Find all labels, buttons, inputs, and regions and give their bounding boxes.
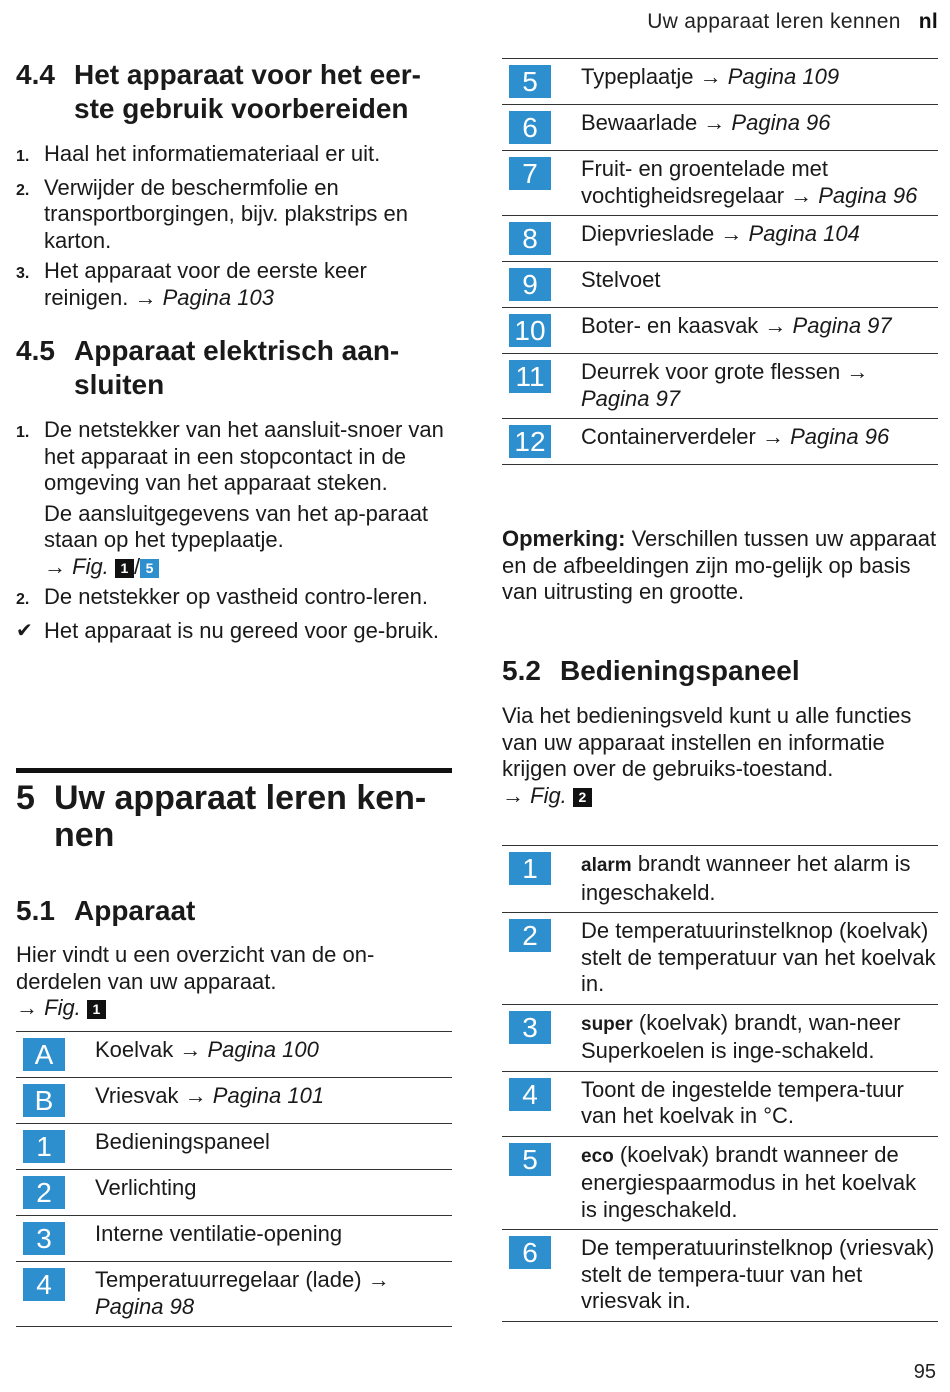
control-panel-legend [502, 845, 938, 1322]
fig-badge: 2 [573, 788, 592, 807]
legend-key: 6 [509, 1236, 551, 1269]
heading-number: 5.1 [16, 895, 55, 926]
heading-4-4 [16, 58, 452, 126]
page-reference-link[interactable]: Pagina 97 [581, 385, 681, 411]
page-reference-link[interactable]: Pagina 97 [792, 313, 892, 338]
legend-key: 1 [23, 1130, 65, 1163]
legend-text: Fruit- en groentelade met vochtigheidsregelaar → [581, 156, 829, 208]
section-intro [502, 703, 938, 809]
page-reference-link[interactable]: Pagina 109 [727, 64, 840, 89]
fig-badge-1: 1 [115, 559, 134, 578]
fig-reference-link[interactable]: Fig. [530, 782, 567, 808]
fig-reference-link[interactable]: Fig. [44, 995, 81, 1020]
fig-badge: 1 [87, 1000, 106, 1019]
legend-text: De temperatuurinstelknop (koelvak) stelt de temperatuur van het koelvak in. [581, 918, 936, 996]
heading-number: 5 [16, 779, 35, 817]
legend-key: 8 [509, 222, 551, 255]
legend-text: Koelvak → [95, 1037, 208, 1062]
step-marker: 2. [16, 591, 30, 608]
result-text: Het apparaat is nu gereed voor ge-bruik. [44, 617, 440, 643]
table-row [502, 846, 938, 913]
step-note [44, 501, 452, 581]
legend-key: 2 [509, 919, 551, 952]
page-reference-link[interactable]: Pagina 101 [212, 1083, 325, 1108]
heading-title: Het apparaat voor het eer-ste gebruik voorbereiden [74, 59, 421, 124]
legend-key: 2 [23, 1176, 65, 1209]
fig-badge-5: 5 [140, 559, 159, 578]
legend-key: 10 [509, 314, 551, 347]
list-item [16, 618, 452, 645]
intro-text: Via het bedieningsveld kunt u alle functies van uw apparaat instellen en informatie krijgen over de gebruiks-toestand. [502, 703, 912, 781]
legend-text: (koelvak) brandt, wan-neer Superkoelen is inge-schakeld. [581, 1009, 901, 1063]
table-row [502, 105, 938, 151]
legend-text: Bedieningspaneel [95, 1129, 270, 1154]
table-row [502, 308, 938, 354]
page-reference-link[interactable]: Pagina 98 [95, 1293, 195, 1319]
table-row [502, 151, 938, 216]
legend-key: 3 [509, 1011, 551, 1044]
heading-4-5 [16, 334, 452, 402]
appliance-legend-left [16, 1031, 452, 1327]
list-item [16, 584, 452, 614]
legend-text: Verlichting [95, 1175, 197, 1200]
table-row [502, 1071, 938, 1136]
running-header-section: Uw apparaat leren kennen [647, 10, 901, 33]
legend-text: Temperatuurregelaar (lade) → [95, 1267, 390, 1292]
legend-key: 11 [509, 360, 551, 393]
fig-reference-link[interactable]: Fig. [72, 553, 109, 579]
heading-title: Apparaat [74, 895, 196, 926]
legend-key: 5 [509, 65, 551, 98]
table-row [502, 59, 938, 105]
legend-key: 5 [509, 1143, 551, 1176]
list-item [16, 175, 452, 255]
legend-text: Stelvoet [581, 267, 661, 292]
heading-title: Uw apparaat leren ken-nen [54, 779, 427, 854]
legend-text: De temperatuurinstelknop (vriesvak) stelt de tempera-tuur van het vriesvak in. [581, 1235, 935, 1313]
step-marker: 1. [16, 424, 30, 441]
panel-keyword: eco [581, 1145, 614, 1167]
page-reference-link[interactable]: Pagina 100 [207, 1037, 319, 1062]
step-marker: 1. [16, 148, 30, 165]
section-intro [16, 942, 452, 1022]
legend-text: Interne ventilatie-opening [95, 1221, 343, 1246]
legend-key: 4 [509, 1078, 551, 1111]
page-number: 95 [913, 1361, 936, 1383]
heading-number: 5.2 [502, 655, 541, 686]
table-row [16, 1032, 452, 1078]
legend-text: Vriesvak → [95, 1083, 213, 1108]
appliance-legend-right [502, 58, 938, 465]
step-text: Haal het informatiemateriaal er uit. [44, 141, 381, 166]
table-row [16, 1170, 452, 1216]
legend-key: 6 [509, 111, 551, 144]
legend-text: Deurrek voor grote flessen → [581, 359, 869, 384]
table-row [502, 354, 938, 419]
heading-number: 4.4 [16, 59, 55, 90]
table-row [16, 1124, 452, 1170]
table-row [502, 1230, 938, 1322]
legend-text: brandt wanneer het alarm is ingeschakeld. [581, 851, 911, 905]
intro-text: Hier vindt u een overzicht van de on-derdelen van uw apparaat. [16, 942, 375, 994]
fig-separator: / [133, 553, 141, 579]
running-header [647, 10, 938, 34]
table-row [502, 913, 938, 1005]
table-row [502, 419, 938, 465]
legend-key: A [23, 1038, 65, 1071]
page-reference-link[interactable]: Pagina 104 [748, 221, 860, 246]
steps-4-5 [16, 417, 452, 648]
note-text: Verschillen tussen uw apparaat en de afbeeldingen zijn mo-gelijk op basis van uitrusting en grootte. [502, 526, 937, 604]
table-row [16, 1262, 452, 1327]
table-row [502, 1136, 938, 1230]
legend-key: 3 [23, 1222, 65, 1255]
chapter-rule [16, 768, 452, 773]
legend-text: Bewaarlade → [581, 110, 732, 135]
legend-key: 4 [23, 1268, 65, 1301]
step-marker: 3. [16, 265, 30, 282]
panel-keyword: super [581, 1013, 633, 1035]
step-text: De netstekker van het aansluit-snoer van het apparaat in een stopcontact in de omgeving van het apparaat steken. [44, 417, 444, 495]
page-reference-link[interactable]: Pagina 103 [162, 284, 274, 310]
list-item [16, 417, 452, 497]
legend-key: B [23, 1084, 65, 1117]
legend-text: Toont de ingestelde tempera-tuur van het koelvak in °C. [581, 1076, 904, 1128]
list-item [16, 141, 452, 171]
table-row [16, 1216, 452, 1262]
heading-5-2 [502, 654, 938, 688]
step-note-text: De aansluitgegevens van het ap-paraat staan op het typeplaatje. [44, 500, 429, 552]
fig-arrow: → [502, 782, 531, 808]
page-reference-link[interactable]: Pagina 96 [731, 110, 831, 135]
heading-title: Bedieningspaneel [560, 655, 800, 686]
step-text: Verwijder de beschermfolie en transportborgingen, bijv. plakstrips en karton. [44, 174, 409, 253]
step-marker: 2. [16, 181, 30, 199]
legend-text: Containerverdeler → [581, 424, 791, 449]
running-header-language: nl [918, 10, 938, 33]
legend-text: Boter- en kaasvak → [581, 313, 793, 338]
note-label: Opmerking: [502, 526, 626, 551]
legend-text: (koelvak) brandt wanneer de energiespaarmodus in het koelvak is ingeschakeld. [581, 1141, 917, 1222]
legend-key: 12 [509, 425, 551, 458]
checkmark-icon: ✔ [16, 619, 33, 642]
step-text: Het apparaat voor de eerste keer reinigen. → [44, 258, 367, 310]
step-text: De netstekker op vastheid contro-leren. [44, 584, 428, 609]
table-row [502, 216, 938, 262]
fig-arrow: → [16, 995, 45, 1020]
legend-text: Typeplaatje → [581, 64, 728, 89]
heading-5 [16, 780, 452, 854]
steps-4-4 [16, 141, 452, 315]
table-row [16, 1078, 452, 1124]
heading-number: 4.5 [16, 335, 55, 366]
page-reference-link[interactable]: Pagina 96 [818, 182, 918, 208]
note-block [502, 526, 938, 606]
heading-title: Apparaat elektrisch aan-sluiten [74, 335, 400, 400]
fig-arrow: → [44, 553, 73, 579]
table-row [502, 1004, 938, 1071]
legend-key: 9 [509, 268, 551, 301]
legend-text: Diepvrieslade → [581, 221, 749, 246]
legend-key: 7 [509, 157, 551, 190]
heading-5-1 [16, 894, 452, 928]
table-row [502, 262, 938, 308]
list-item [16, 258, 452, 311]
page-reference-link[interactable]: Pagina 96 [790, 424, 890, 449]
panel-keyword: alarm [581, 855, 632, 876]
legend-key: 1 [509, 852, 551, 885]
